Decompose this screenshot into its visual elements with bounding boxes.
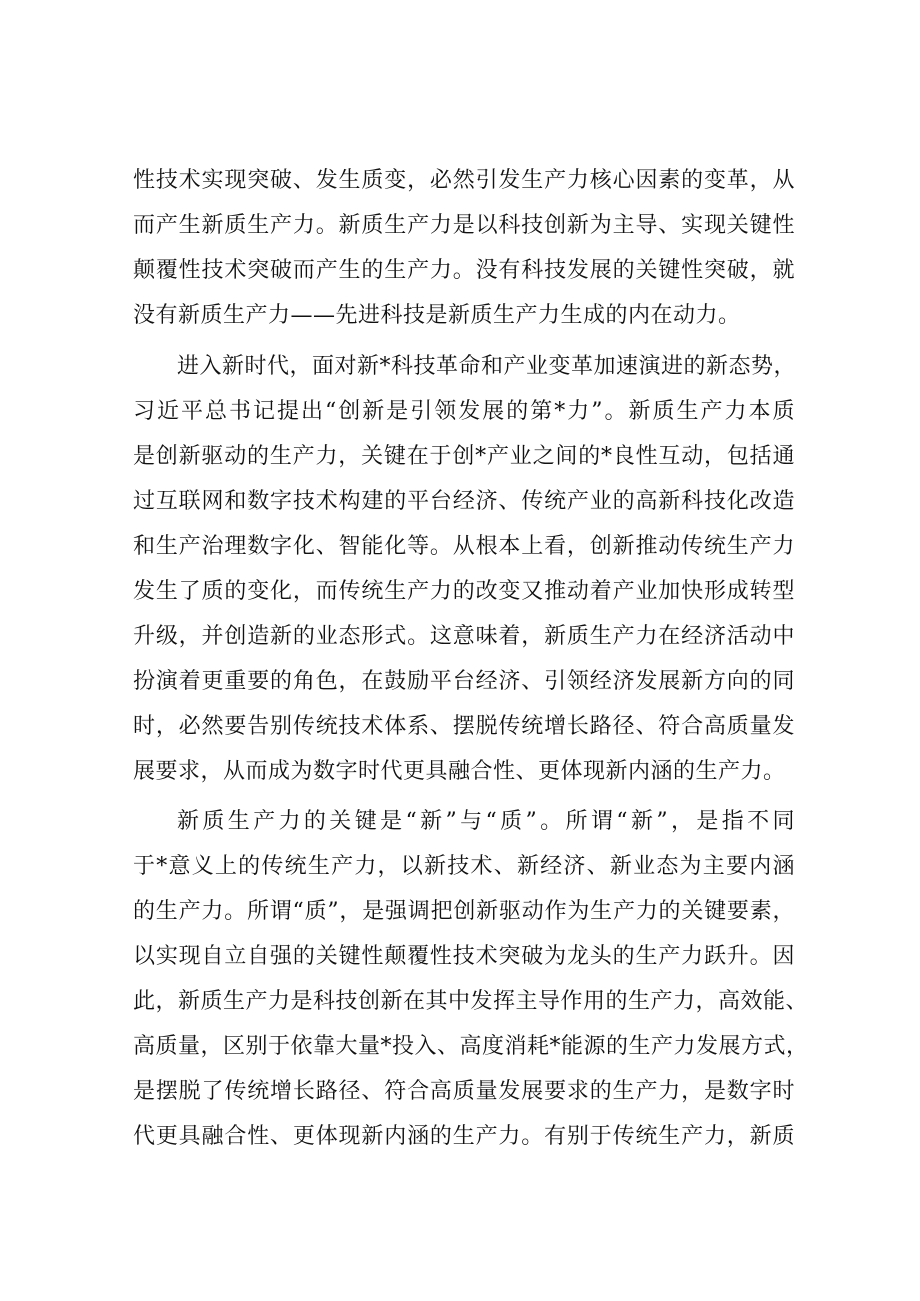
body-text-line: 性技术实现突破、发生质变，必然引发生产力核心因素的变革，从 (133, 168, 795, 193)
body-text-line: 扮演着更重要的角色，在鼓励平台经济、引领经济发展新方向的同 (133, 669, 795, 694)
body-text-line: 以实现自立自强的关键性颠覆性技术突破为龙头的生产力跃升。因 (133, 944, 795, 969)
body-text-line: 时，必然要告别传统技术体系、摆脱传统增长路径、符合高质量发 (133, 714, 795, 739)
body-text-line: 没有新质生产力——先进科技是新质生产力生成的内在动力。 (133, 303, 741, 328)
body-text-line: 于*意义上的传统生产力，以新技术、新经济、新业态为主要内涵 (133, 854, 795, 879)
body-text-line: 而产生新质生产力。新质生产力是以科技创新为主导、实现关键性 (133, 213, 795, 238)
body-text-line: 颠覆性技术突破而产生的生产力。没有科技发展的关键性突破，就 (133, 258, 795, 283)
body-text-line: 升级，并创造新的业态形式。这意味着，新质生产力在经济活动中 (133, 624, 795, 649)
body-text-line: 新质生产力的关键是“新”与“质”。所谓“新”，是指不同 (177, 809, 795, 834)
body-text-line: 此，新质生产力是科技创新在其中发挥主导作用的生产力，高效能、 (133, 989, 809, 1014)
body-text-line: 的生产力。所谓“质”，是强调把创新驱动作为生产力的关键要素， (133, 899, 795, 924)
body-text-line: 过互联网和数字技术构建的平台经济、传统产业的高新科技化改造 (133, 489, 795, 514)
body-text-line: 高质量，区别于依靠大量*投入、高度消耗*能源的生产力发展方式， (133, 1034, 809, 1059)
body-text-line: 代更具融合性、更体现新内涵的生产力。有别于传统生产力，新质 (133, 1124, 795, 1149)
body-text-line: 是创新驱动的生产力，关键在于创*产业之间的*良性互动，包括通 (133, 444, 795, 469)
body-text-line: 进入新时代，面对新*科技革命和产业变革加速演进的新态势， (177, 354, 797, 379)
body-text-line: 发生了质的变化，而传统生产力的改变又推动着产业加快形成转型 (133, 579, 795, 604)
body-text-line: 展要求，从而成为数字时代更具融合性、更体现新内涵的生产力。 (133, 759, 786, 784)
body-text-line: 和生产治理数字化、智能化等。从根本上看，创新推动传统生产力 (133, 534, 795, 559)
body-text-line: 习近平总书记提出“创新是引领发展的第*力”。新质生产力本质 (133, 399, 795, 424)
body-text-line: 是摆脱了传统增长路径、符合高质量发展要求的生产力，是数字时 (133, 1079, 795, 1104)
